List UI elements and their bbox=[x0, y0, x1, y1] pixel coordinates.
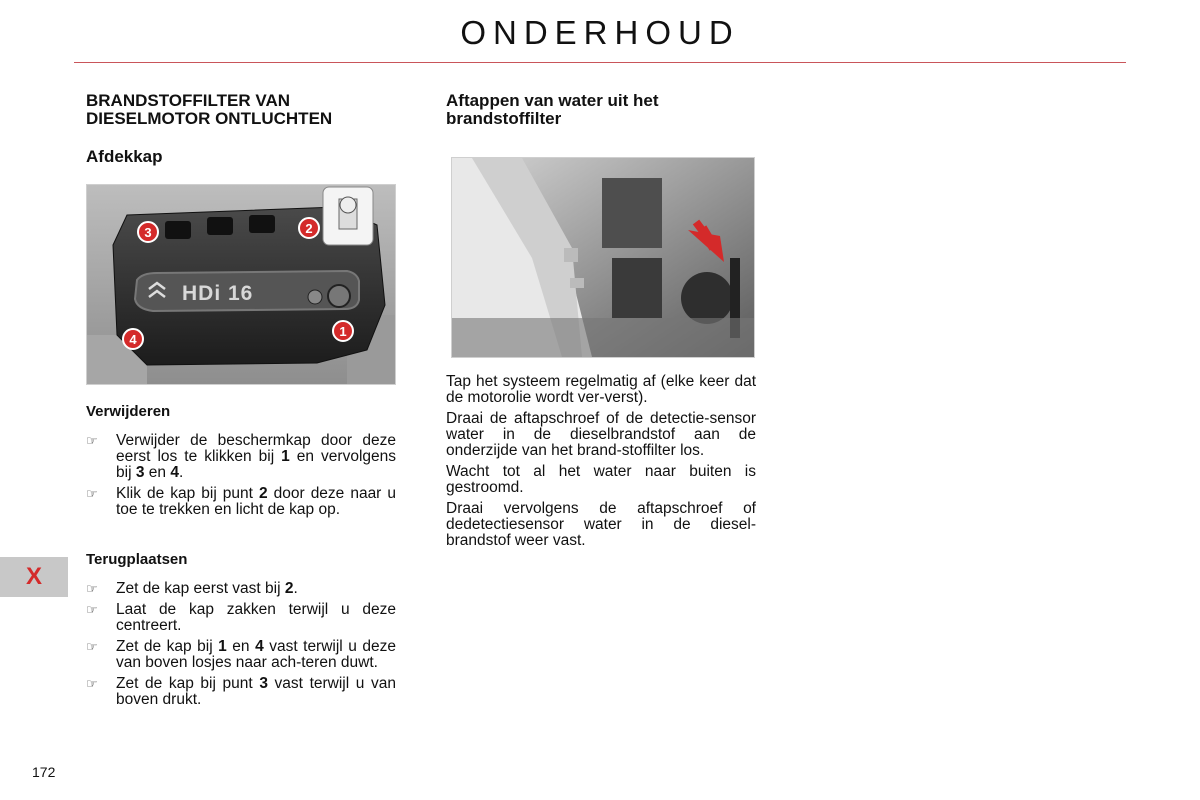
header-rule bbox=[74, 62, 1126, 63]
pointing-hand-icon: ☞ bbox=[86, 486, 98, 501]
svg-text:2: 2 bbox=[305, 221, 313, 236]
heading-line-2: brandstoffilter bbox=[446, 109, 562, 128]
marker-4 bbox=[123, 329, 143, 349]
left-column bbox=[86, 92, 396, 167]
refit-section bbox=[86, 551, 396, 713]
section-heading-fuel-filter bbox=[86, 92, 396, 128]
refit-list bbox=[86, 581, 396, 708]
list-item: ☞ Zet de kap eerst vast bij 2. bbox=[86, 580, 298, 597]
section-heading-water-drain bbox=[446, 92, 756, 128]
chapter-tab-label: X bbox=[25, 563, 42, 590]
paragraph: Draai de aftapschroef of de detectie-sensor water in de dieselbrandstof aan de onderzijde van het brand-stoffilter los. bbox=[446, 410, 756, 459]
chapter-tab[interactable] bbox=[0, 557, 68, 597]
paragraph: Tap het systeem regelmatig af (elke keer dat de motorolie wordt ver-verst). bbox=[446, 373, 756, 406]
heading-line-2: DIESELMOTOR ONTLUCHTEN bbox=[86, 109, 333, 128]
pointing-hand-icon: ☞ bbox=[86, 433, 98, 448]
svg-text:4: 4 bbox=[129, 332, 137, 347]
marker-2 bbox=[299, 218, 319, 238]
engine-cover-photo bbox=[86, 184, 396, 385]
list-item: ☞ Zet de kap bij 1 en 4 vast terwijl u deze van boven losjes naar ach-teren duwt. bbox=[86, 638, 396, 671]
list-item: ☞ Klik de kap bij punt 2 door deze naar u toe te trekken en licht de kap op. bbox=[86, 485, 396, 518]
list-item: ☞ Laat de kap zakken terwijl u deze centreert. bbox=[86, 601, 396, 634]
list-item: ☞ Zet de kap bij punt 3 vast terwijl u van boven drukt. bbox=[86, 675, 396, 708]
refit-title: Terugplaatsen bbox=[86, 551, 188, 568]
heading-line-1: BRANDSTOFFILTER VAN bbox=[86, 91, 290, 110]
fuel-filter-illustration bbox=[452, 158, 754, 357]
remove-section bbox=[86, 403, 396, 523]
page-title: ONDERHOUD bbox=[460, 14, 740, 51]
svg-text:1: 1 bbox=[339, 324, 347, 339]
right-column bbox=[446, 92, 756, 128]
remove-title: Verwijderen bbox=[86, 403, 171, 420]
pointing-hand-icon: ☞ bbox=[86, 639, 98, 654]
engine-cover-illustration bbox=[87, 185, 395, 384]
pointing-hand-icon: ☞ bbox=[86, 581, 98, 596]
subheading-cover: Afdekkap bbox=[86, 147, 163, 166]
drain-instructions bbox=[446, 374, 756, 554]
svg-text:3: 3 bbox=[144, 225, 152, 240]
pointing-hand-icon: ☞ bbox=[86, 602, 98, 617]
heading-line-1: Aftappen van water uit het bbox=[446, 91, 659, 110]
paragraph: Draai vervolgens de aftapschroef of dedetectiesensor water in de diesel-brandstof weer vast. bbox=[446, 500, 756, 549]
marker-3 bbox=[138, 222, 158, 242]
page-number: 172 bbox=[32, 764, 56, 780]
remove-list bbox=[86, 433, 396, 518]
paragraph: Wacht tot al het water naar buiten is gestroomd. bbox=[446, 463, 756, 496]
fuel-filter-photo bbox=[451, 157, 755, 358]
pointing-hand-icon: ☞ bbox=[86, 676, 98, 691]
list-item: ☞ Verwijder de beschermkap door deze eerst los te klikken bij 1 en vervolgens bij 3 en 4. bbox=[86, 432, 397, 481]
cover-label: HDi 16 bbox=[182, 282, 254, 305]
marker-1 bbox=[333, 321, 353, 341]
